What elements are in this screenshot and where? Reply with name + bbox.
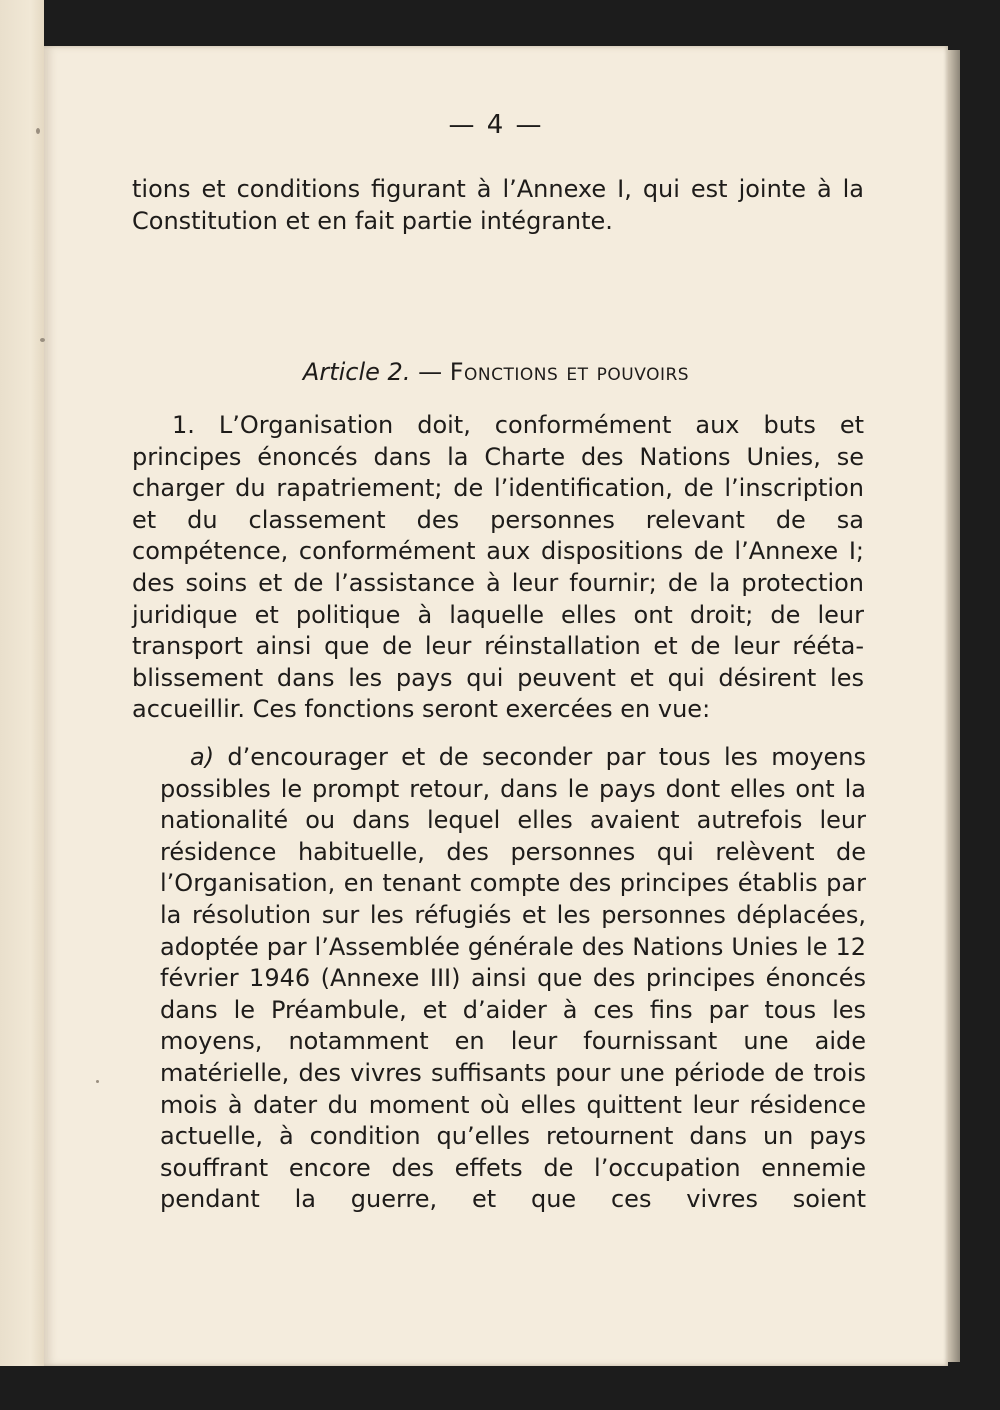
article-heading bbox=[44, 358, 948, 386]
paper-speck bbox=[40, 338, 45, 342]
scan-background bbox=[0, 1366, 1000, 1410]
paragraph-1: 1. L’Organisation doit, conformément aux buts et principes énoncés dans la Charte des Nations Unies, se charger du rapatriement; de l’identification, de l’inscription et du classement des personnes relevant de sa compétence, conformément aux dispositions de l’Annexe I; des soins et de l’assistance à leur fournir; de la protection juridique et politique à laquelle elles ont droit; de leur transport ainsi que de leur réinstallation et de leur réétablissement dans les pays qui peuvent et qui désirent les accueillir. Ces fonctions seront exercées en vue: bbox=[132, 411, 864, 724]
continuation-paragraph: tions et conditions figurant à l’Annexe I, qui est jointe à la Constitution et en fait partie intégrante. bbox=[132, 175, 864, 235]
document-page bbox=[44, 46, 948, 1366]
facing-page-edge bbox=[0, 0, 44, 1366]
paper-speck bbox=[36, 128, 40, 134]
page-number: — 4 — bbox=[448, 110, 544, 140]
article-title: Fonctions et pouvoirs bbox=[449, 358, 690, 386]
article-label: Article 2. bbox=[302, 358, 411, 386]
article-separator: — bbox=[410, 358, 450, 386]
subparagraph-letter: a) bbox=[190, 743, 215, 771]
subparagraph-text: d’encourager et de seconder par tous les moyens possibles le prompt retour, dans le pays dont elles ont la nationalité ou dans lequel elles avaient autrefois leur résidence habituelle, des personnes qui relèvent de l’Organisation, en tenant compte des principes établis par la résolution sur les réfugiés et les personnes déplacées, adoptée par l’Assemblée générale des Nations Unies le 12 février 1946 (Annexe III) ainsi que des principes énoncés dans le Préambule, et d’aider à ces fins par tous les moyens, notamment en leur fournissant une aide matérielle, des vivres suffisants pour une période de trois mois à dater du moment où elles quittent leur résidence actuelle, à condition qu’elles retournent dans un pays souffrant encore des effets de l’occupation ennemie pendant la guerre, et que ces vivres soient bbox=[160, 743, 866, 1214]
subparagraph-a bbox=[160, 742, 866, 1216]
page-stack-edge bbox=[948, 50, 960, 1362]
paper-speck bbox=[96, 1080, 99, 1083]
